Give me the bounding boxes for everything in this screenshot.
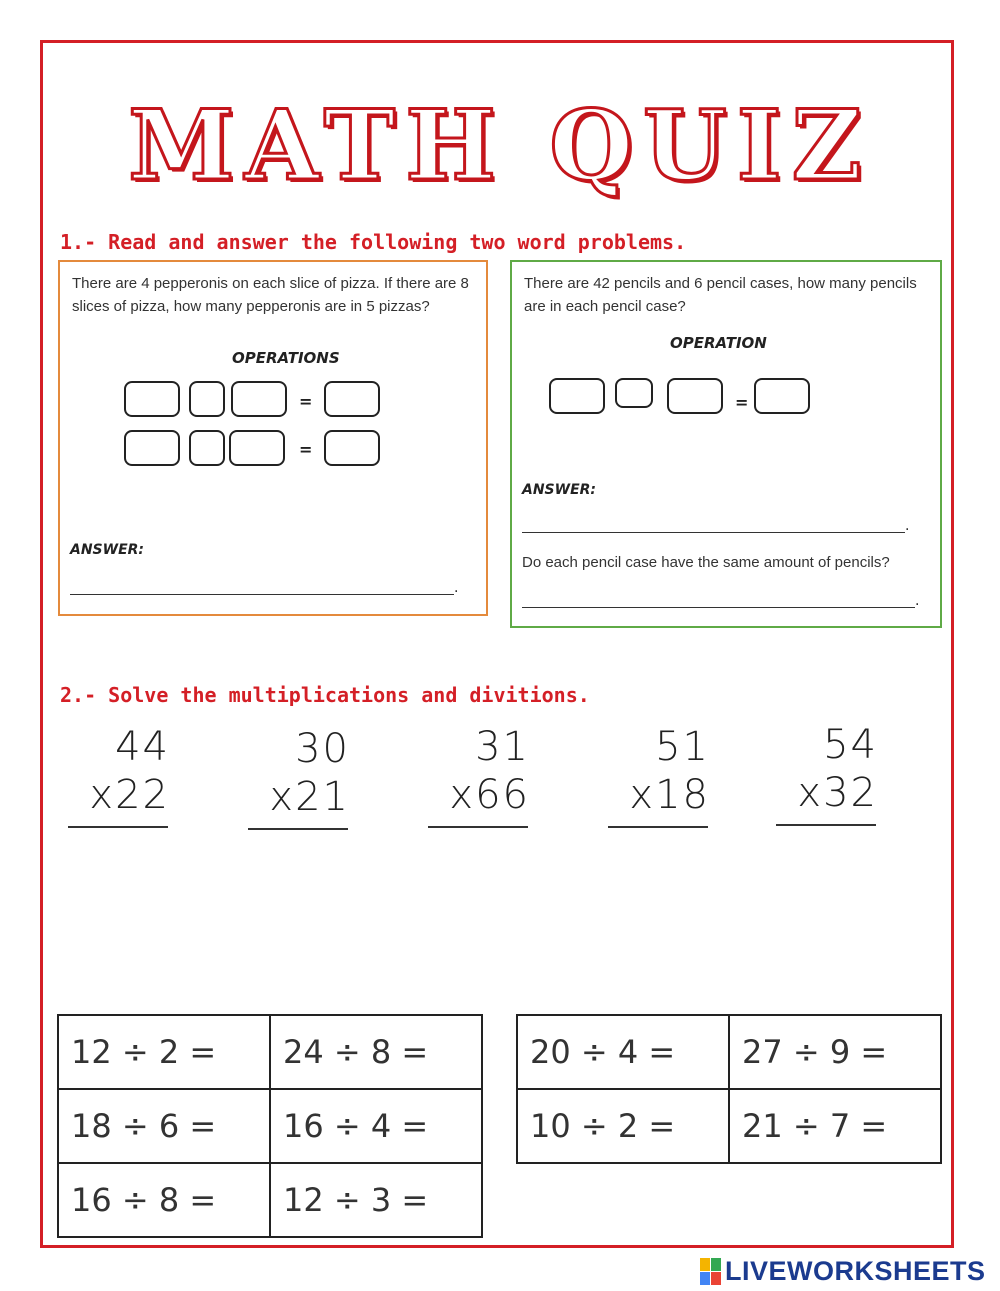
word-problem-b — [510, 260, 942, 628]
section1-heading: 1.- Read and answer the following two word problems. — [60, 230, 687, 254]
division-cell[interactable]: 16 ÷ 8 = — [58, 1163, 270, 1237]
logo-block-icon — [711, 1258, 721, 1271]
operations-label: OPERATIONS — [232, 349, 340, 367]
answer-rule — [248, 828, 348, 830]
multiplier: x18 — [629, 772, 710, 818]
answer-period: . — [454, 580, 459, 596]
table-row — [517, 1089, 941, 1163]
division-cell[interactable]: 12 ÷ 3 = — [270, 1163, 482, 1237]
answer-label: ANSWER: — [70, 542, 145, 558]
division-cell[interactable]: 10 ÷ 2 = — [517, 1089, 729, 1163]
answer-period: . — [905, 518, 910, 534]
table-row — [517, 1015, 941, 1089]
table-row — [58, 1163, 482, 1237]
operation-box[interactable] — [124, 430, 180, 466]
multiplicand: 54 — [823, 722, 878, 768]
multiplicand: 30 — [295, 726, 350, 772]
operation-box[interactable] — [231, 381, 287, 417]
answer-rule — [68, 826, 168, 828]
problem-b-question2: Do each pencil case have the same amount of pencils? — [522, 554, 890, 571]
table-row — [58, 1089, 482, 1163]
section2-heading: 2.- Solve the multiplications and divitions. — [60, 683, 590, 707]
operation-box[interactable] — [754, 378, 810, 414]
equals-sign: = — [299, 392, 313, 411]
division-cell[interactable]: 18 ÷ 6 = — [58, 1089, 270, 1163]
logo-block-icon — [700, 1272, 710, 1285]
logo-block-icon — [711, 1272, 721, 1285]
multiplicand: 44 — [115, 724, 170, 770]
division-table-left — [57, 1014, 483, 1238]
division-table-right — [516, 1014, 942, 1164]
multiplicand: 51 — [655, 724, 710, 770]
multiplier: x21 — [269, 774, 350, 820]
division-cell[interactable]: 12 ÷ 2 = — [58, 1015, 270, 1089]
multiplicand: 31 — [475, 724, 530, 770]
division-cell[interactable]: 16 ÷ 4 = — [270, 1089, 482, 1163]
operation-box[interactable] — [229, 430, 285, 466]
operation-box[interactable] — [615, 378, 653, 408]
division-cell[interactable]: 20 ÷ 4 = — [517, 1015, 729, 1089]
answer-label: ANSWER: — [522, 482, 597, 498]
operation-box[interactable] — [667, 378, 723, 414]
problem-b-text: There are 42 pencils and 6 pencil cases, how many pencils are in each pencil case? — [524, 275, 917, 315]
equals-sign: = — [735, 393, 749, 412]
brand-name: LIVEWORKSHEETS — [725, 1256, 986, 1286]
division-cell[interactable]: 21 ÷ 7 = — [729, 1089, 941, 1163]
answer-line-2[interactable] — [522, 607, 915, 608]
table-row — [58, 1015, 482, 1089]
division-cell[interactable]: 27 ÷ 9 = — [729, 1015, 941, 1089]
answer-rule — [776, 824, 876, 826]
operation-box[interactable] — [189, 430, 225, 466]
logo-block-icon — [700, 1258, 710, 1271]
operation-box[interactable] — [549, 378, 605, 414]
answer-rule — [428, 826, 528, 828]
operation-box[interactable] — [189, 381, 225, 417]
multiplier: x66 — [449, 772, 530, 818]
answer-line[interactable] — [70, 594, 454, 595]
liveworksheets-brand — [700, 1256, 986, 1287]
multiplier: x32 — [797, 770, 878, 816]
multiplier: x22 — [89, 772, 170, 818]
operation-box[interactable] — [124, 381, 180, 417]
operation-box[interactable] — [324, 381, 380, 417]
problem-a-text: There are 4 pepperonis on each slice of pizza. If there are 8 slices of pizza, how many pepperonis are in 5 pizzas? — [72, 275, 469, 315]
answer-period: . — [915, 593, 920, 609]
operation-box[interactable] — [324, 430, 380, 466]
liveworksheets-logo-icon — [700, 1258, 721, 1285]
operation-label: OPERATION — [670, 334, 767, 352]
answer-rule — [608, 826, 708, 828]
equals-sign: = — [299, 440, 313, 459]
page-title: MATH QUIZ — [128, 89, 872, 202]
division-cell[interactable]: 24 ÷ 8 = — [270, 1015, 482, 1089]
answer-line[interactable] — [522, 532, 905, 533]
